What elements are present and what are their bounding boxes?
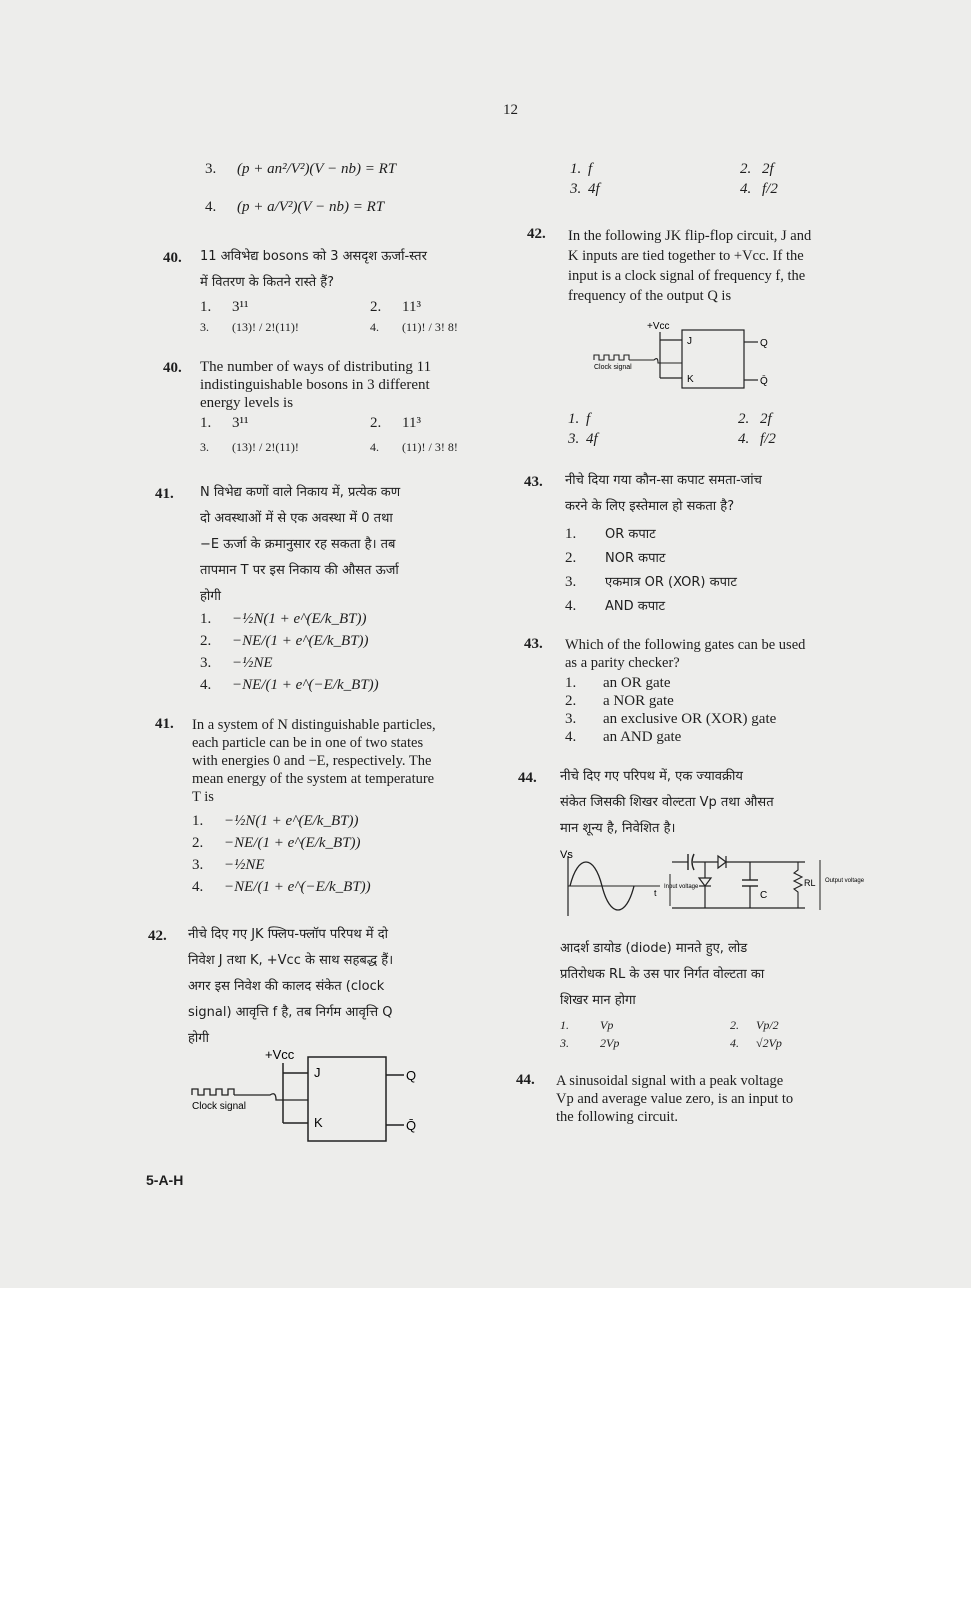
q43-en-option-1: 1. an OR gate [565, 675, 671, 691]
clock-signal-label: Clock signal [192, 1101, 246, 1112]
q42-hi-option-2: 2. 2f [740, 161, 774, 177]
q41-hi-option-4: 4. −NE/(1 + e^(−E/k_BT)) [200, 677, 379, 693]
svg-text:+Vcc: +Vcc [647, 321, 670, 332]
q44-en-number: 44. [516, 1072, 535, 1088]
q42-en-text: In the following JK flip-flop circuit, J and K inputs are tied together to +Vcc. If the input is a clock signal of frequency f, the frequency of the output Q is [568, 228, 812, 304]
q42-hi-number: 42. [148, 928, 167, 944]
q40-hi-option-1: 1. 3¹¹ [200, 299, 249, 315]
q40-en-text: The number of ways of distributing 11 indistinguishable bosons in 3 different energy levels is [200, 359, 432, 411]
resistor-icon [794, 862, 802, 908]
q40-hi-option-3: 3. (13)! / 2!(11)! [200, 320, 299, 334]
q43-hi-text: नीचे दिया गया कौन-सा कपाट समता-जांच करने के लिए इस्तेमाल हो सकता है? [565, 473, 762, 514]
diode-shunt-icon [699, 878, 711, 886]
q40-hi-number: 40. [163, 250, 182, 266]
q43-en-number: 43. [524, 636, 543, 652]
q41-hi-option-3: 3. −½NE [200, 655, 273, 671]
q44-en-text: A sinusoidal signal with a peak voltage Vp and average value zero, is an input to the following circuit. [556, 1073, 794, 1125]
q42-hi-text: नीचे दिए गए JK फ्लिप-फ्लॉप परिपथ में दो निवेश J तथा K, +Vcc के साथ सहबद्ध हैं। अगर इस निवेश की कालद संकेत (clock signal) आवृत्ति f है, तब निर्गम आवृत्ति Q होगी [188, 927, 394, 1046]
q41-en-option-2: 2. −NE/(1 + e^(E/k_BT)) [192, 835, 361, 851]
q44-hi-option-2: 2. Vp/2 [730, 1018, 779, 1032]
q43-hi-number: 43. [524, 474, 543, 490]
capacitor-label: C [760, 890, 768, 901]
q40-hi-option-2: 2. 11³ [370, 299, 421, 315]
q42-hi-option-3: 3. 4f [570, 181, 600, 197]
q41-hi-option-1: 1. −½N(1 + e^(E/k_BT)) [200, 611, 367, 627]
q43-en-option-2: 2. a NOR gate [565, 693, 674, 709]
q41-hi-text: N विभेद्य कणों वाले निकाय में, प्रत्येक कण दो अवस्थाओं में से एक अवस्था में 0 तथा −E ऊर्जा के क्रमानुसार रह सकता है। तब तापमान T पर इस निकाय की औसत ऊर्जा होगी [200, 485, 401, 604]
q44-hi-text-bottom: आदर्श डायोड (diode) मानते हुए, लोड प्रतिरोधक RL के उस पार निर्गत वोल्टता का शिखर मान होगा [560, 941, 765, 1008]
q44-hi-text-top: नीचे दिए गए परिपथ में, एक ज्यावक्रीय संकेत जिसकी शिखर वोल्टता Vp तथा औसत मान शून्य है, निवेशित है। [560, 769, 774, 836]
jk-flipflop-circuit-left [190, 1045, 430, 1145]
footer-code: 5-A-H [146, 1172, 184, 1188]
q40-en-option-3: 3. (13)! / 2!(11)! [200, 440, 299, 454]
q43-en-option-4: 4. an AND gate [565, 729, 682, 745]
q41-en-option-4: 4. −NE/(1 + e^(−E/k_BT)) [192, 879, 371, 895]
q42-en-option-1: 1. f [568, 411, 591, 427]
qbar-output-label: Q̄ [406, 1118, 417, 1133]
q41-en-option-1: 1. −½N(1 + e^(E/k_BT)) [192, 813, 359, 829]
q42-hi-option-4: 4. f/2 [740, 181, 778, 197]
q40-hi-text: 11 अविभेद्य bosons को 3 असदृश ऊर्जा-स्तर में वितरण के कितने रास्ते हैं? [200, 249, 427, 290]
clock-waveform-icon [192, 1089, 234, 1095]
q40-hi-option-4: 4. (11)! / 3! 8! [370, 320, 458, 334]
q42-en-option-3: 3. 4f [568, 431, 598, 447]
q43-hi-option-2: 2. NOR कपाट [565, 550, 666, 566]
q40-en-option-1: 1. 3¹¹ [200, 415, 249, 431]
q39-option-4: 4. (p + a/V²)(V − nb) = RT [205, 199, 385, 215]
q43-en-option-3: 3. an exclusive OR (XOR) gate [565, 711, 777, 727]
q42-en-option-4: 4. f/2 [738, 431, 776, 447]
q43-en-text: Which of the following gates can be used as a parity checker? [565, 637, 806, 671]
svg-text:K: K [687, 374, 694, 385]
page-number: 12 [503, 102, 518, 118]
svg-text:Q: Q [760, 338, 768, 349]
q39-option-3: 3. (p + an²/V²)(V − nb) = RT [205, 161, 397, 177]
q44-hi-option-4: 4. √2Vp [730, 1036, 782, 1050]
jk-flipflop-circuit-right [592, 318, 782, 398]
input-voltage-label: Input voltage [664, 884, 699, 890]
q40-en-option-4: 4. (11)! / 3! 8! [370, 440, 458, 454]
q42-hi-option-1: 1. f [570, 161, 593, 177]
q44-hi-option-3: 3. 2Vp [560, 1036, 620, 1050]
clock-waveform-icon [594, 355, 629, 360]
q41-en-option-3: 3. −½NE [192, 857, 265, 873]
svg-text:J: J [687, 336, 692, 347]
q40-en-number: 40. [163, 360, 182, 376]
rl-label: RL [804, 878, 816, 888]
q41-en-number: 41. [155, 716, 174, 732]
vs-label: Vs [560, 849, 573, 861]
diode-series-icon [718, 856, 726, 868]
q44-hi-number: 44. [518, 770, 537, 786]
q43-hi-option-3: 3. एकमात्र OR (XOR) कपाट [565, 574, 737, 590]
t-label: t [654, 888, 657, 898]
q44-hi-option-1: 1. Vp [560, 1018, 614, 1032]
output-voltage-label: Output voltage [825, 878, 865, 884]
svg-text:Clock signal: Clock signal [594, 364, 632, 371]
q-output-label: Q [406, 1068, 417, 1083]
q42-en-number: 42. [527, 226, 546, 242]
q43-hi-option-1: 1. OR कपाट [565, 526, 656, 542]
j-label: J [314, 1065, 321, 1080]
q40-en-option-2: 2. 11³ [370, 415, 421, 431]
vcc-label: +Vcc [265, 1047, 295, 1062]
q41-en-text: In a system of N distinguishable particles, each particle can be in one of two states with energies 0 and −E, respectively. The mean energy of the system at temperature T is [192, 717, 436, 805]
q42-en-option-2: 2. 2f [738, 411, 772, 427]
q41-hi-number: 41. [155, 486, 174, 502]
k-label: K [314, 1115, 323, 1130]
svg-text:Q̄: Q̄ [760, 376, 768, 387]
diode-circuit-diagram [560, 846, 865, 926]
q41-hi-option-2: 2. −NE/(1 + e^(E/k_BT)) [200, 633, 369, 649]
q43-hi-option-4: 4. AND कपाट [565, 598, 666, 614]
